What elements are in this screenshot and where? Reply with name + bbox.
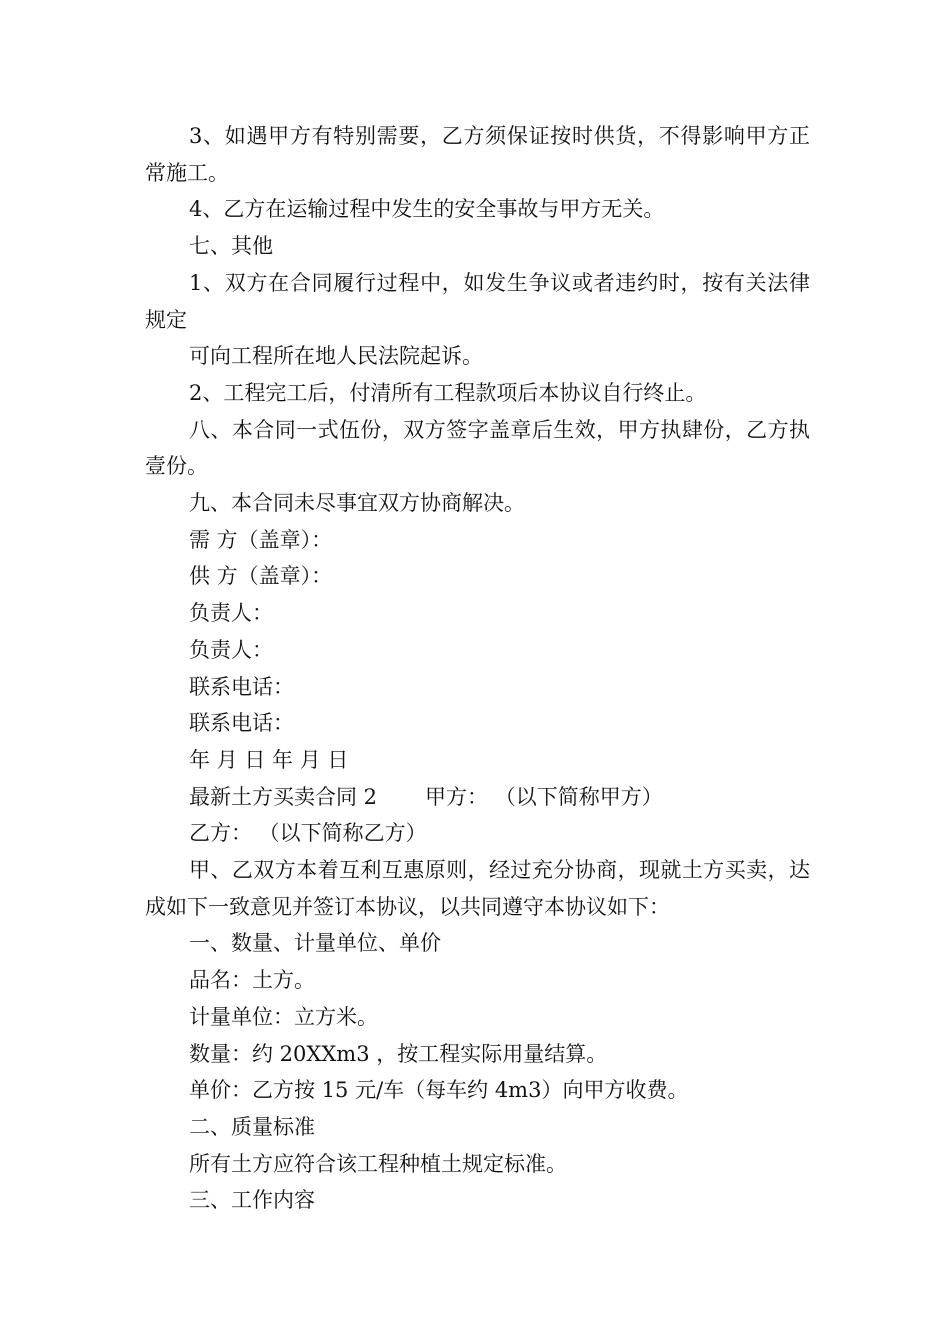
- signature-field: 负责人：: [189, 637, 273, 662]
- contract-title: 最新土方买卖合同 2: [189, 784, 378, 809]
- signature-field: 需 方（盖章）：: [189, 527, 333, 552]
- paragraph: 所有土方应符合该工程种植土规定标准。: [189, 1151, 567, 1176]
- paragraph: 数量：约 20XXm3 ，按工程实际用量结算。: [189, 1041, 608, 1066]
- date-line: 年 月 日 年 月 日: [189, 747, 349, 772]
- paragraph: 八、本合同一式伍份，双方签字盖章后生效，甲方执肆份，乙方执壹份。: [145, 417, 810, 479]
- paragraph: 计量单位：立方米。: [189, 1004, 378, 1029]
- signature-field: 联系电话：: [189, 711, 294, 736]
- paragraph: 九、本合同未尽事宜双方协商解决。: [189, 491, 525, 516]
- paragraph: 3、如遇甲方有特别需要，乙方须保证按时供货，不得影响甲方正常施工。: [145, 124, 810, 185]
- paragraph: 2、工程完工后，付清所有工程款项后本协议自行终止。: [189, 380, 707, 405]
- contract-title-line: [145, 779, 810, 816]
- paragraph: 1、双方在合同履行过程中，如发生争议或者违约时，按有关法律规定: [145, 270, 810, 332]
- signature-field: 供 方（盖章）：: [189, 564, 333, 589]
- paragraph: 单价：乙方按 15 元/车（每车约 4m3）向甲方收费。: [189, 1078, 689, 1103]
- party-b-line: 乙方： （以下简称乙方）: [189, 821, 427, 846]
- paragraph: 可向工程所在地人民法院起诉。: [189, 344, 483, 369]
- section-heading: 七、其他: [189, 234, 273, 259]
- paragraph: 品名：土方。: [189, 968, 315, 993]
- section-heading: 三、工作内容: [189, 1188, 315, 1213]
- section-heading: 二、质量标准: [189, 1114, 315, 1139]
- document-body: [145, 118, 810, 1219]
- paragraph: 甲、乙双方本着互利互惠原则，经过充分协商，现就土方买卖，达成如下一致意见并签订本协议，以共同遵守本协议如下：: [145, 858, 810, 919]
- signature-field: 负责人：: [189, 601, 273, 626]
- party-a-line: 甲方： （以下简称甲方）: [425, 784, 663, 809]
- section-heading: 一、数量、计量单位、单价: [189, 931, 441, 956]
- signature-field: 联系电话：: [189, 674, 294, 699]
- paragraph: 4、乙方在运输过程中发生的安全事故与甲方无关。: [189, 197, 665, 222]
